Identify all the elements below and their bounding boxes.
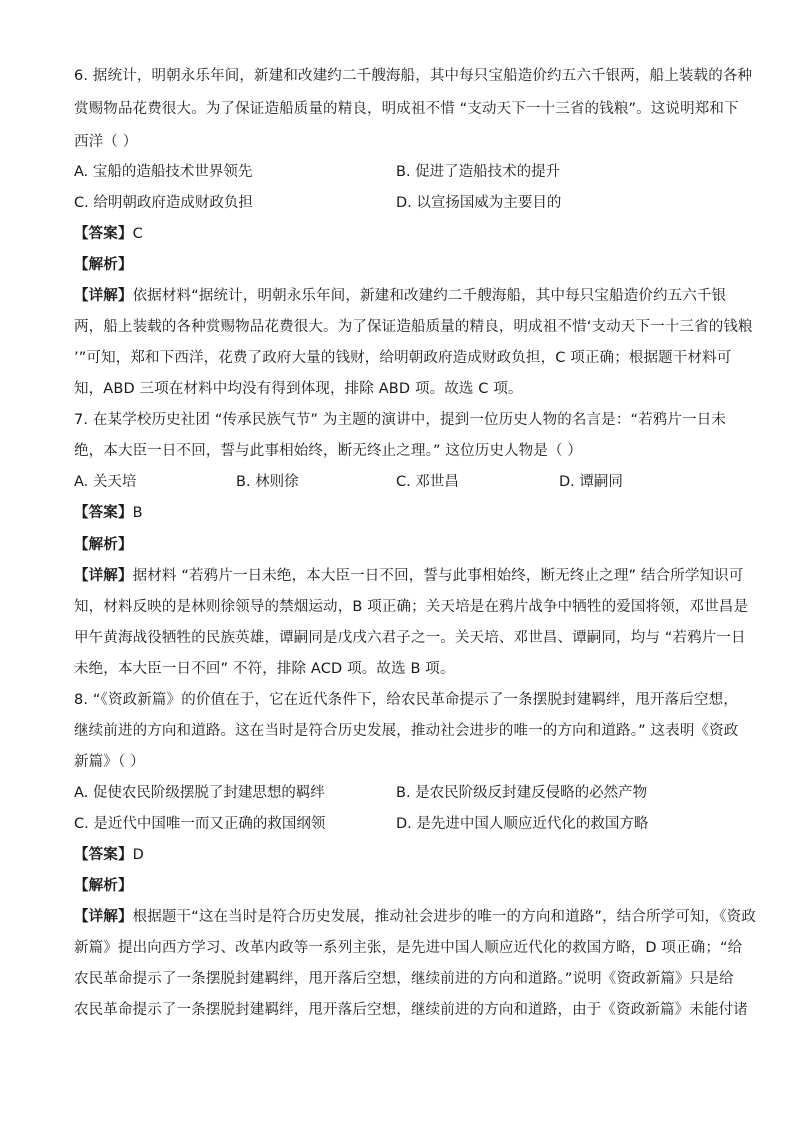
q7-detail-line-4: 未绝，本大臣一日不回” 不符，排除 ACD 项。故选 B 项。 (74, 661, 455, 677)
q8-stem-line-2: 继续前进的方向和道路。这在当时是符合历史发展，推动社会进步的唯一的方向和道路。” 这表明《资政 (74, 723, 739, 739)
q6-option-b: B. 促进了造船技术的提升 (396, 164, 561, 180)
q6-detail-text-1: 依据材料“据统计，明朝永乐年间，新建和改建约二千艘海船，其中每只宝船造价约五六千银 (132, 288, 727, 304)
q6-detail-line-3: ’”可知，郑和下西洋，花费了政府大量的钱财，给明朝政府造成财政负担，C 项正确；根据题干材料可 (74, 350, 732, 366)
q6-detail-line-4: 知，ABD 三项在材料中均没有得到体现，排除 ABD 项。故选 C 项。 (74, 381, 523, 397)
q8-analysis-tag: 【解析】 (74, 878, 133, 894)
q8-option-b: B. 是农民阶级反封建反侵略的必然产物 (396, 785, 648, 801)
q8-detail-text-1: 根据题干“这在当时是符合历史发展，推动社会进步的唯一的方向和道路”，结合所学可知，《资政 (132, 909, 756, 925)
q7-stem-line-1: 7. 在某学校历史社团 “传承民族气节” 为主题的演讲中，提到一位历史人物的名言是：“若鸦片一日未 (74, 412, 727, 428)
q6-option-c: C. 给明朝政府造成财政负担 (74, 195, 253, 211)
q7-answer-tag: 【答案】 (74, 505, 133, 521)
q7-detail-tag: 【详解】 (74, 568, 133, 584)
q6-stem-line-2: 赏赐物品花费很大。为了保证造船质量的精良，明成祖不惜 “支动天下一十三省的钱粮”。这说明郑和下 (74, 101, 739, 117)
q8-detail-line-2: 新篇》提出向西方学习、改革内政等一系列主张，是先进中国人顺应近代化的救国方略，D 项正确；“给 (74, 940, 743, 956)
q7-option-a: A. 关天培 (74, 474, 137, 490)
q6-analysis-tag: 【解析】 (74, 257, 133, 273)
q6-detail-tag: 【详解】 (74, 288, 133, 304)
q8-answer-tag: 【答案】 (74, 847, 133, 863)
q8-detail-tag: 【详解】 (74, 909, 133, 925)
q8-option-a: A. 促使农民阶级摆脱了封建思想的羁绊 (74, 785, 325, 801)
q8-answer (74, 845, 144, 865)
q6-detail-line-2: 两，船上装载的各种赏赐物品花费很大。为了保证造船质量的精良，明成祖不惜‘支动天下一十三省的钱粮 (74, 319, 753, 335)
q8-option-c: C. 是近代中国唯一而又正确的救国纲领 (74, 816, 326, 832)
q7-answer-value: B (132, 505, 143, 521)
q8-stem-line-3: 新篇》（ ） (74, 754, 145, 770)
q7-option-b: B. 林则徐 (236, 474, 299, 490)
q7-answer (74, 503, 143, 523)
q8-answer-value: D (132, 847, 144, 863)
q8-stem-line-1: 8. “《资政新篇》的价值在于，它在近代条件下，给农民革命提示了一条摆脱封建羁绊，甩开落后空想， (74, 692, 738, 708)
q6-stem-line-1: 6. 据统计，明朝永乐年间，新建和改建约二千艘海船，其中每只宝船造价约五六千银两，船上装载的各种 (74, 68, 753, 84)
q6-answer (74, 224, 143, 244)
q7-detail-text-1: 据材料 “若鸦片一日未绝，本大臣一日不回，誓与此事相始终，断无终止之理” 结合所学知识可 (132, 568, 744, 584)
q7-analysis-tag: 【解析】 (74, 537, 133, 553)
q6-stem-line-3: 西洋（ ） (74, 134, 138, 150)
q7-detail-line-3: 甲午黄海战役牺牲的民族英雄，谭嗣同是戊戌六君子之一。关天培、邓世昌、谭嗣同，均与 “若鸦片一日 (74, 630, 746, 646)
q8-detail-line-3: 农民革命提示了一条摆脱封建羁绊，甩开落后空想，继续前进的方向和道路。”说明《资政新篇》只是给 (74, 971, 734, 987)
q8-detail-line-1 (74, 907, 756, 927)
q8-option-d: D. 是先进中国人顺应近代化的救国方略 (396, 816, 649, 832)
q8-detail-line-4: 农民革命提示了一条摆脱封建羁绊，甩开落后空想，继续前进的方向和道路，由于《资政新篇》未能付诸 (74, 1002, 748, 1018)
q6-option-d: D. 以宣扬国威为主要目的 (396, 195, 562, 211)
q7-detail-line-1 (74, 566, 743, 586)
q6-detail-line-1 (74, 286, 726, 306)
q6-answer-value: C (132, 226, 143, 242)
q6-answer-tag: 【答案】 (74, 226, 133, 242)
q6-option-a: A. 宝船的造船技术世界领先 (74, 164, 253, 180)
q7-detail-line-2: 知，材料反映的是林则徐领导的禁烟运动，B 项正确；关天培是在鸦片战争中牺牲的爱国将领，邓世昌是 (74, 599, 749, 615)
q7-stem-line-2: 绝，本大臣一日不回，誓与此事相始终，断无终止之理。” 这位历史人物是（ ） (74, 443, 583, 459)
q7-option-d: D. 谭嗣同 (559, 474, 623, 490)
q7-option-c: C. 邓世昌 (396, 474, 459, 490)
